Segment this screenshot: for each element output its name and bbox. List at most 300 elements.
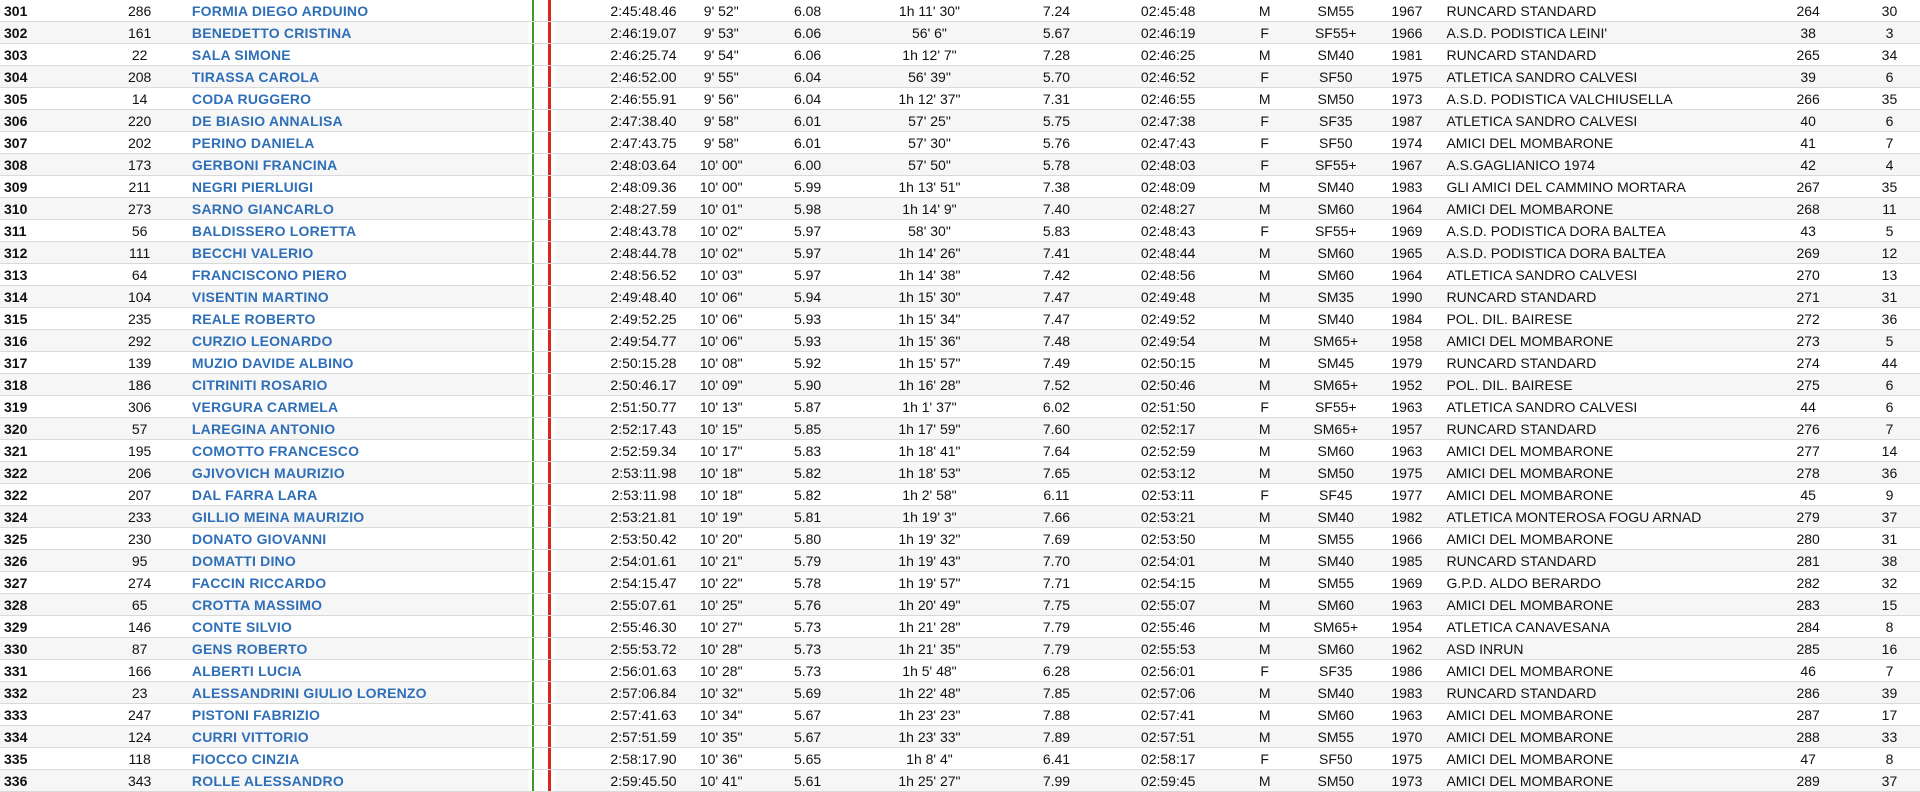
- athlete-name-link[interactable]: ALBERTI LUCIA: [191, 662, 302, 679]
- race-time-cell: 2:46:19.07: [555, 22, 681, 44]
- team-cell: A.S.GAGLIANICO 1974: [1442, 154, 1757, 176]
- athlete-name-cell: [188, 594, 528, 616]
- pace-cell: 10' 00": [681, 154, 762, 176]
- flag-green-stripe: [532, 44, 534, 65]
- athlete-name-link[interactable]: SALA SIMONE: [191, 46, 291, 63]
- average-cell: 5.75: [1006, 110, 1108, 132]
- athlete-name-link[interactable]: CITRINITI ROSARIO: [191, 376, 328, 393]
- team-cell: ATLETICA MONTEROSA FOGU ARNAD: [1442, 506, 1757, 528]
- table-row[interactable]: [0, 616, 1920, 638]
- team-cell: RUNCARD STANDARD: [1442, 352, 1757, 374]
- flag-green-cell: [528, 308, 538, 330]
- sex-cell: M: [1229, 176, 1300, 198]
- team-cell: AMICI DEL MOMBARONE: [1442, 726, 1757, 748]
- flag-red-stripe: [548, 132, 550, 153]
- gap-cell: 1h 19' 57": [853, 572, 1005, 594]
- race-time-cell: 2:46:25.74: [555, 44, 681, 66]
- category-cell: SM40: [1300, 308, 1371, 330]
- pace-cell: 10' 20": [681, 528, 762, 550]
- average-cell: 7.24: [1006, 0, 1108, 22]
- athlete-name-cell: [188, 286, 528, 308]
- table-row[interactable]: [0, 242, 1920, 264]
- table-row[interactable]: [0, 660, 1920, 682]
- pace-cell: 10' 06": [681, 286, 762, 308]
- athlete-name-link[interactable]: FRANCISCONO PIERO: [191, 266, 347, 283]
- category-cell: SM65+: [1300, 374, 1371, 396]
- table-row[interactable]: [0, 132, 1920, 154]
- category-cell: SF55+: [1300, 220, 1371, 242]
- flag-green-cell: [528, 0, 538, 22]
- flag-green-cell: [528, 704, 538, 726]
- speed-cell: 5.73: [762, 638, 853, 660]
- gap-cell: 58' 30": [853, 220, 1005, 242]
- sex-cell: F: [1229, 110, 1300, 132]
- athlete-name-link[interactable]: VERGURA CARMELA: [191, 398, 339, 415]
- team-cell: A.S.D. PODISTICA VALCHIUSELLA: [1442, 88, 1757, 110]
- team-cell: ASD INRUN: [1442, 638, 1757, 660]
- table-row[interactable]: [0, 330, 1920, 352]
- pace-cell: 10' 27": [681, 616, 762, 638]
- team-cell: RUNCARD STANDARD: [1442, 0, 1757, 22]
- position-cell: 304: [0, 66, 91, 88]
- real-time-cell: 02:55:46: [1107, 616, 1229, 638]
- average-cell: 6.41: [1006, 748, 1108, 770]
- flag-green-cell: [528, 242, 538, 264]
- average-cell: 7.64: [1006, 440, 1108, 462]
- athlete-name-link[interactable]: GILLIO MEINA MAURIZIO: [191, 508, 365, 525]
- position-cell: 301: [0, 0, 91, 22]
- table-row[interactable]: [0, 88, 1920, 110]
- athlete-name-cell: [188, 506, 528, 528]
- position-cell: 315: [0, 308, 91, 330]
- speed-cell: 5.69: [762, 682, 853, 704]
- bib-cell: 118: [91, 748, 188, 770]
- table-row[interactable]: [0, 704, 1920, 726]
- flag-red-stripe: [548, 638, 550, 659]
- category-cell: SM40: [1300, 550, 1371, 572]
- athlete-name-link[interactable]: BECCHI VALERIO: [191, 244, 314, 261]
- table-row[interactable]: [0, 110, 1920, 132]
- table-row[interactable]: [0, 462, 1920, 484]
- race-time-cell: 2:58:17.90: [555, 748, 681, 770]
- category-rank-cell: 11: [1859, 198, 1920, 220]
- table-row[interactable]: [0, 396, 1920, 418]
- athlete-name-cell: [188, 770, 528, 792]
- category-cell: SM60: [1300, 198, 1371, 220]
- athlete-name-link[interactable]: COMOTTO FRANCESCO: [191, 442, 360, 459]
- race-time-cell: 2:50:15.28: [555, 352, 681, 374]
- category-cell: SF45: [1300, 484, 1371, 506]
- athlete-name-cell: [188, 374, 528, 396]
- athlete-name-link[interactable]: FACCIN RICCARDO: [191, 574, 327, 591]
- race-time-cell: 2:51:50.77: [555, 396, 681, 418]
- athlete-name-cell: [188, 44, 528, 66]
- flag-green-cell: [528, 528, 538, 550]
- race-time-cell: 2:53:11.98: [555, 484, 681, 506]
- real-time-cell: 02:53:50: [1107, 528, 1229, 550]
- flag-red-stripe: [548, 264, 550, 285]
- category-rank-cell: 31: [1859, 286, 1920, 308]
- table-row[interactable]: [0, 484, 1920, 506]
- speed-cell: 6.04: [762, 88, 853, 110]
- real-time-cell: 02:54:15: [1107, 572, 1229, 594]
- real-time-cell: 02:52:17: [1107, 418, 1229, 440]
- category-rank-cell: 6: [1859, 66, 1920, 88]
- flag-red-cell: [544, 748, 554, 770]
- race-time-cell: 2:55:53.72: [555, 638, 681, 660]
- flag-green-cell: [528, 462, 538, 484]
- real-time-cell: 02:49:48: [1107, 286, 1229, 308]
- flag-red-cell: [544, 550, 554, 572]
- table-row[interactable]: [0, 220, 1920, 242]
- flag-red-stripe: [548, 396, 550, 417]
- race-time-cell: 2:48:56.52: [555, 264, 681, 286]
- athlete-name-link[interactable]: ALESSANDRINI GIULIO LORENZO: [191, 684, 427, 701]
- athlete-name-link[interactable]: CODA RUGGERO: [191, 90, 312, 107]
- team-cell: AMICI DEL MOMBARONE: [1442, 748, 1757, 770]
- athlete-name-link[interactable]: CURRI VITTORIO: [191, 728, 309, 745]
- birth-year-cell: 1966: [1371, 528, 1442, 550]
- speed-cell: 5.82: [762, 462, 853, 484]
- team-cell: RUNCARD STANDARD: [1442, 550, 1757, 572]
- athlete-name-link[interactable]: FORMIA DIEGO ARDUINO: [191, 2, 369, 19]
- bib-cell: 22: [91, 44, 188, 66]
- athlete-name-link[interactable]: PERINO DANIELA: [191, 134, 315, 151]
- table-row[interactable]: [0, 308, 1920, 330]
- speed-cell: 5.97: [762, 220, 853, 242]
- flag-red-cell: [544, 374, 554, 396]
- category-rank-cell: 36: [1859, 462, 1920, 484]
- table-row[interactable]: [0, 44, 1920, 66]
- flag-green-stripe: [532, 330, 534, 351]
- category-rank-cell: 44: [1859, 352, 1920, 374]
- flag-red-stripe: [548, 242, 550, 263]
- athlete-name-cell: [188, 198, 528, 220]
- flag-green-stripe: [532, 726, 534, 747]
- table-row[interactable]: [0, 176, 1920, 198]
- bib-cell: 166: [91, 660, 188, 682]
- category-rank-cell: 4: [1859, 154, 1920, 176]
- sex-rank-cell: 273: [1757, 330, 1859, 352]
- athlete-name-link[interactable]: VISENTIN MARTINO: [191, 288, 329, 305]
- table-row[interactable]: [0, 418, 1920, 440]
- gap-cell: 1h 23' 23": [853, 704, 1005, 726]
- table-row[interactable]: [0, 682, 1920, 704]
- flag-red-stripe: [548, 418, 550, 439]
- category-cell: SM40: [1300, 506, 1371, 528]
- sex-cell: M: [1229, 88, 1300, 110]
- category-cell: SM60: [1300, 638, 1371, 660]
- flag-green-stripe: [532, 396, 534, 417]
- table-row[interactable]: [0, 726, 1920, 748]
- athlete-name-cell: [188, 572, 528, 594]
- bib-cell: 207: [91, 484, 188, 506]
- table-row[interactable]: [0, 154, 1920, 176]
- athlete-name-link[interactable]: FIOCCO CINZIA: [191, 750, 300, 767]
- real-time-cell: 02:49:52: [1107, 308, 1229, 330]
- position-cell: 306: [0, 110, 91, 132]
- table-row[interactable]: [0, 198, 1920, 220]
- gap-cell: 1h 12' 37": [853, 88, 1005, 110]
- sex-rank-cell: 283: [1757, 594, 1859, 616]
- sex-rank-cell: 285: [1757, 638, 1859, 660]
- average-cell: 7.41: [1006, 242, 1108, 264]
- table-row[interactable]: [0, 550, 1920, 572]
- athlete-name-cell: [188, 440, 528, 462]
- gap-cell: 1h 14' 9": [853, 198, 1005, 220]
- bib-cell: 104: [91, 286, 188, 308]
- table-row[interactable]: [0, 638, 1920, 660]
- flag-green-cell: [528, 264, 538, 286]
- pace-cell: 9' 54": [681, 44, 762, 66]
- bib-cell: 247: [91, 704, 188, 726]
- birth-year-cell: 1973: [1371, 770, 1442, 792]
- flag-green-stripe: [532, 264, 534, 285]
- athlete-name-cell: [188, 462, 528, 484]
- athlete-name-link[interactable]: DAL FARRA LARA: [191, 486, 318, 503]
- table-row[interactable]: [0, 0, 1920, 22]
- athlete-name-link[interactable]: ROLLE ALESSANDRO: [191, 772, 344, 789]
- flag-green-cell: [528, 176, 538, 198]
- athlete-name-link[interactable]: PISTONI FABRIZIO: [191, 706, 321, 723]
- birth-year-cell: 1963: [1371, 440, 1442, 462]
- flag-red-cell: [544, 66, 554, 88]
- table-row[interactable]: [0, 22, 1920, 44]
- table-row[interactable]: [0, 572, 1920, 594]
- category-cell: SM55: [1300, 0, 1371, 22]
- athlete-name-link[interactable]: DOMATTI DINO: [191, 552, 296, 569]
- gap-cell: 1h 11' 30": [853, 0, 1005, 22]
- sex-rank-cell: 270: [1757, 264, 1859, 286]
- average-cell: 5.76: [1006, 132, 1108, 154]
- position-cell: 303: [0, 44, 91, 66]
- birth-year-cell: 1986: [1371, 660, 1442, 682]
- sex-rank-cell: 269: [1757, 242, 1859, 264]
- real-time-cell: 02:57:06: [1107, 682, 1229, 704]
- speed-cell: 6.08: [762, 0, 853, 22]
- athlete-name-link[interactable]: DE BIASIO ANNALISA: [191, 112, 343, 129]
- real-time-cell: 02:53:21: [1107, 506, 1229, 528]
- pace-cell: 10' 18": [681, 484, 762, 506]
- flag-red-cell: [544, 396, 554, 418]
- flag-green-stripe: [532, 220, 534, 241]
- birth-year-cell: 1975: [1371, 462, 1442, 484]
- sex-cell: M: [1229, 616, 1300, 638]
- team-cell: ATLETICA CANAVESANA: [1442, 616, 1757, 638]
- athlete-name-link[interactable]: MUZIO DAVIDE ALBINO: [191, 354, 354, 371]
- athlete-name-link[interactable]: CROTTA MASSIMO: [191, 596, 323, 613]
- table-row[interactable]: [0, 506, 1920, 528]
- flag-red-stripe: [548, 770, 550, 791]
- category-cell: SF50: [1300, 132, 1371, 154]
- athlete-name-cell: [188, 418, 528, 440]
- pace-cell: 10' 21": [681, 550, 762, 572]
- category-cell: SM65+: [1300, 616, 1371, 638]
- flag-green-stripe: [532, 22, 534, 43]
- athlete-name-cell: [188, 550, 528, 572]
- sex-rank-cell: 271: [1757, 286, 1859, 308]
- sex-cell: M: [1229, 770, 1300, 792]
- flag-green-cell: [528, 484, 538, 506]
- sex-rank-cell: 286: [1757, 682, 1859, 704]
- bib-cell: 56: [91, 220, 188, 242]
- position-cell: 324: [0, 506, 91, 528]
- real-time-cell: 02:50:46: [1107, 374, 1229, 396]
- flag-red-stripe: [548, 330, 550, 351]
- speed-cell: 5.67: [762, 726, 853, 748]
- sex-cell: M: [1229, 462, 1300, 484]
- position-cell: 316: [0, 330, 91, 352]
- table-row[interactable]: [0, 528, 1920, 550]
- bib-cell: 173: [91, 154, 188, 176]
- race-time-cell: 2:49:52.25: [555, 308, 681, 330]
- average-cell: 7.79: [1006, 638, 1108, 660]
- flag-red-stripe: [548, 44, 550, 65]
- athlete-name-link[interactable]: GERBONI FRANCINA: [191, 156, 338, 173]
- position-cell: 334: [0, 726, 91, 748]
- flag-red-cell: [544, 726, 554, 748]
- flag-red-cell: [544, 286, 554, 308]
- flag-red-cell: [544, 572, 554, 594]
- birth-year-cell: 1963: [1371, 704, 1442, 726]
- team-cell: RUNCARD STANDARD: [1442, 286, 1757, 308]
- table-row[interactable]: [0, 352, 1920, 374]
- flag-green-cell: [528, 132, 538, 154]
- category-cell: SM60: [1300, 440, 1371, 462]
- category-cell: SM40: [1300, 176, 1371, 198]
- table-row[interactable]: [0, 374, 1920, 396]
- athlete-name-link[interactable]: TIRASSA CAROLA: [191, 68, 320, 85]
- bib-cell: 220: [91, 110, 188, 132]
- real-time-cell: 02:55:07: [1107, 594, 1229, 616]
- table-row[interactable]: [0, 440, 1920, 462]
- category-cell: SM35: [1300, 286, 1371, 308]
- pace-cell: 10' 03": [681, 264, 762, 286]
- team-cell: AMICI DEL MOMBARONE: [1442, 770, 1757, 792]
- sex-cell: M: [1229, 506, 1300, 528]
- table-row[interactable]: [0, 748, 1920, 770]
- position-cell: 318: [0, 374, 91, 396]
- pace-cell: 10' 02": [681, 242, 762, 264]
- athlete-name-cell: [188, 396, 528, 418]
- flag-green-cell: [528, 374, 538, 396]
- athlete-name-cell: [188, 308, 528, 330]
- sex-rank-cell: 266: [1757, 88, 1859, 110]
- flag-red-stripe: [548, 440, 550, 461]
- flag-green-cell: [528, 638, 538, 660]
- flag-red-cell: [544, 88, 554, 110]
- athlete-name-cell: [188, 352, 528, 374]
- bib-cell: 292: [91, 330, 188, 352]
- pace-cell: 9' 56": [681, 88, 762, 110]
- birth-year-cell: 1981: [1371, 44, 1442, 66]
- speed-cell: 5.81: [762, 506, 853, 528]
- sex-cell: M: [1229, 726, 1300, 748]
- athlete-name-link[interactable]: BENEDETTO CRISTINA: [191, 24, 352, 41]
- speed-cell: 5.76: [762, 594, 853, 616]
- sex-rank-cell: 274: [1757, 352, 1859, 374]
- average-cell: 7.89: [1006, 726, 1108, 748]
- birth-year-cell: 1967: [1371, 154, 1442, 176]
- pace-cell: 10' 36": [681, 748, 762, 770]
- athlete-name-link[interactable]: BALDISSERO LORETTA: [191, 222, 357, 239]
- race-time-cell: 2:59:45.50: [555, 770, 681, 792]
- position-cell: 331: [0, 660, 91, 682]
- category-rank-cell: 6: [1859, 396, 1920, 418]
- athlete-name-link[interactable]: LAREGINA ANTONIO: [191, 420, 336, 437]
- category-rank-cell: 5: [1859, 330, 1920, 352]
- sex-cell: M: [1229, 264, 1300, 286]
- category-cell: SF50: [1300, 66, 1371, 88]
- category-cell: SF35: [1300, 660, 1371, 682]
- birth-year-cell: 1990: [1371, 286, 1442, 308]
- race-time-cell: 2:57:51.59: [555, 726, 681, 748]
- average-cell: 7.42: [1006, 264, 1108, 286]
- team-cell: AMICI DEL MOMBARONE: [1442, 132, 1757, 154]
- table-row[interactable]: [0, 286, 1920, 308]
- race-time-cell: 2:48:09.36: [555, 176, 681, 198]
- athlete-name-link[interactable]: DONATO GIOVANNI: [191, 530, 327, 547]
- athlete-name-cell: [188, 154, 528, 176]
- athlete-name-link[interactable]: SARNO GIANCARLO: [191, 200, 335, 217]
- race-time-cell: 2:55:46.30: [555, 616, 681, 638]
- athlete-name-link[interactable]: CONTE SILVIO: [191, 618, 293, 635]
- athlete-name-link[interactable]: GENS ROBERTO: [191, 640, 308, 657]
- flag-red-stripe: [548, 66, 550, 87]
- athlete-name-link[interactable]: NEGRI PIERLUIGI: [191, 178, 314, 195]
- gap-cell: 1h 20' 49": [853, 594, 1005, 616]
- position-cell: 325: [0, 528, 91, 550]
- flag-green-stripe: [532, 770, 534, 791]
- sex-cell: M: [1229, 440, 1300, 462]
- table-row[interactable]: [0, 770, 1920, 792]
- speed-cell: 5.79: [762, 550, 853, 572]
- sex-rank-cell: 265: [1757, 44, 1859, 66]
- table-row[interactable]: [0, 66, 1920, 88]
- real-time-cell: 02:45:48: [1107, 0, 1229, 22]
- bib-cell: 87: [91, 638, 188, 660]
- race-time-cell: 2:53:11.98: [555, 462, 681, 484]
- athlete-name-link[interactable]: CURZIO LEONARDO: [191, 332, 333, 349]
- flag-green-stripe: [532, 704, 534, 725]
- gap-cell: 1h 18' 41": [853, 440, 1005, 462]
- position-cell: 330: [0, 638, 91, 660]
- pace-cell: 10' 28": [681, 660, 762, 682]
- table-row[interactable]: [0, 264, 1920, 286]
- flag-green-cell: [528, 22, 538, 44]
- birth-year-cell: 1983: [1371, 682, 1442, 704]
- race-time-cell: 2:48:03.64: [555, 154, 681, 176]
- real-time-cell: 02:52:59: [1107, 440, 1229, 462]
- position-cell: 326: [0, 550, 91, 572]
- gap-cell: 1h 21' 28": [853, 616, 1005, 638]
- athlete-name-link[interactable]: GJIVOVICH MAURIZIO: [191, 464, 345, 481]
- flag-green-cell: [528, 660, 538, 682]
- real-time-cell: 02:46:52: [1107, 66, 1229, 88]
- sex-cell: F: [1229, 660, 1300, 682]
- category-rank-cell: 15: [1859, 594, 1920, 616]
- speed-cell: 5.78: [762, 572, 853, 594]
- athlete-name-link[interactable]: REALE ROBERTO: [191, 310, 316, 327]
- table-row[interactable]: [0, 594, 1920, 616]
- team-cell: AMICI DEL MOMBARONE: [1442, 704, 1757, 726]
- birth-year-cell: 1973: [1371, 88, 1442, 110]
- race-time-cell: 2:46:55.91: [555, 88, 681, 110]
- gap-cell: 1h 17' 59": [853, 418, 1005, 440]
- team-cell: AMICI DEL MOMBARONE: [1442, 440, 1757, 462]
- real-time-cell: 02:48:03: [1107, 154, 1229, 176]
- sex-cell: M: [1229, 418, 1300, 440]
